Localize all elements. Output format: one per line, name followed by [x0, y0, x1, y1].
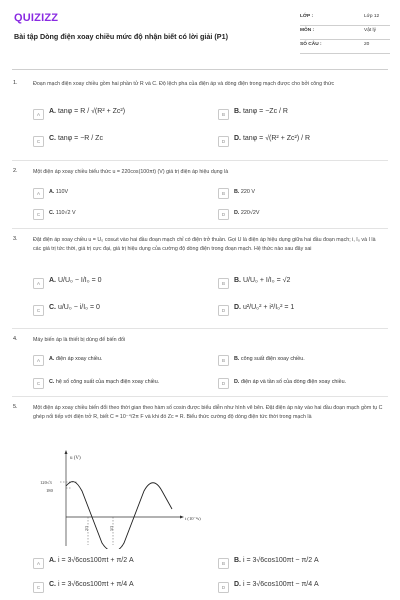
option-letter-box: C: [33, 136, 44, 147]
x-axis-arrow: [180, 516, 184, 519]
option-letter-box: A: [33, 558, 44, 569]
option-letter-box: A: [33, 188, 44, 199]
option-text: i = 3√6cos100πt − π/4 A: [242, 581, 319, 588]
y-axis-label: u (V): [70, 456, 81, 461]
option-text: tanφ = −R / Zc: [57, 135, 103, 142]
count-value: 20: [364, 42, 370, 47]
option-letter-box: A: [33, 109, 44, 120]
option-text: điện áp xoay chiều.: [55, 356, 103, 362]
option-b[interactable]: B B. công suất điện xoay chiều.: [218, 354, 348, 366]
option-text: i = 3√6cos100πt − π/2 A: [242, 557, 319, 564]
option-text: U/U₀ + I/I₀ = √2: [242, 277, 291, 284]
option-text: điện áp và tần số của dòng điện xoay chiều.: [240, 379, 347, 385]
option-text: u/U₀ − i/I₀ = 0: [57, 304, 100, 311]
y-tick-peak: 120√3: [40, 480, 52, 485]
option-letter-box: C: [33, 305, 44, 316]
option-letter-box: D: [218, 209, 229, 220]
meta-class-row: [300, 12, 390, 26]
x-tick-1: 2/3: [84, 525, 89, 531]
option-text: tanφ = −Zc / R: [242, 108, 288, 115]
option-text: 220√2V: [240, 210, 260, 216]
question-text: Máy biến áp là thiết bị dùng để biến đổi: [33, 337, 126, 343]
question-divider: [12, 228, 388, 229]
y-axis-arrow: [65, 450, 68, 454]
option-letter-box: C: [33, 378, 44, 389]
option-letter-box: B: [218, 188, 229, 199]
option-b[interactable]: B B. tanφ = −Zc / R: [218, 108, 348, 120]
option-text: tanφ = √(R² + Zc²) / R: [242, 135, 311, 142]
question-number: 5.: [13, 404, 18, 410]
option-letter-box: C: [33, 582, 44, 593]
option-letter-box: B: [218, 355, 229, 366]
class-label: LỚP :: [300, 14, 314, 19]
count-label: SỐ CÂU :: [300, 42, 322, 47]
option-letter-box: D: [218, 582, 229, 593]
option-letter-box: B: [218, 109, 229, 120]
option-d[interactable]: D D. điện áp và tần số của dòng điện xoay chiều.: [218, 377, 348, 389]
option-letter-box: B: [218, 558, 229, 569]
worksheet-title: Bài tập Dòng điện xoay chiều mức độ nhận biết có lời giải (P1): [14, 32, 228, 41]
worksheet-header: [0, 0, 400, 60]
option-a[interactable]: A A. i = 3√6cos100πt + π/2 A: [33, 557, 163, 569]
header-divider: [12, 69, 388, 70]
option-text: 110√2 V: [55, 210, 76, 216]
voltage-time-graph: [32, 449, 222, 549]
option-letter-box: C: [33, 209, 44, 220]
option-c[interactable]: C C. tanφ = −R / Zc: [33, 135, 163, 147]
question-text: Một điện áp xoay chiều biến đổi theo thời gian theo hàm số cosin được biểu diễn như hình vẽ bên. Đặt điện áp này vào hai đầu đoạn mạch gồm tụ C ghép nối tiếp với điện trở R, biết C = 10⁻⁴/2π F và khi đó Zc = R. Biểu thức cường độ dòng điện tức thời trong mạch là: [33, 405, 383, 420]
option-letter-box: D: [218, 378, 229, 389]
option-d[interactable]: D D. u²/U₀² + i²/I₀² = 1: [218, 304, 348, 316]
option-letter-box: D: [218, 136, 229, 147]
option-letter-box: D: [218, 305, 229, 316]
x-axis-label: t (10⁻²s): [185, 516, 201, 521]
option-c[interactable]: C C. 110√2 V: [33, 208, 163, 220]
question-divider: [12, 396, 388, 397]
question-divider: [12, 328, 388, 329]
voltage-curve: [66, 482, 172, 549]
option-a[interactable]: A A. điện áp xoay chiều.: [33, 354, 163, 366]
option-a[interactable]: A A. 110V: [33, 187, 163, 199]
subject-label: MÔN :: [300, 28, 315, 33]
option-d[interactable]: D D. i = 3√6cos100πt − π/4 A: [218, 581, 348, 593]
option-text: tanφ = R / √(R² + Zc²): [57, 108, 126, 115]
option-text: U/U₀ − I/I₀ = 0: [57, 277, 102, 284]
worksheet-meta: [300, 12, 390, 54]
question-number: 3.: [13, 236, 18, 242]
option-d[interactable]: D D. tanφ = √(R² + Zc²) / R: [218, 135, 348, 147]
option-b[interactable]: B B. 220 V: [218, 187, 348, 199]
option-text: công suất điện xoay chiều.: [240, 356, 305, 362]
option-text: u²/U₀² + i²/I₀² = 1: [242, 304, 295, 311]
quizizz-logo: QUIZIZZ: [14, 12, 59, 24]
subject-value: Vật lý: [364, 28, 376, 33]
question-divider: [12, 160, 388, 161]
option-text: i = 3√6cos100πt + π/2 A: [57, 557, 134, 564]
option-c[interactable]: C C. i = 3√6cos100πt + π/4 A: [33, 581, 163, 593]
class-value: Lớp 12: [364, 14, 380, 19]
x-tick-2: 5/3: [109, 525, 114, 531]
option-letter-box: A: [33, 278, 44, 289]
question-text: Đặt điện áp xoay chiều u = U₀ cosωt vào hai đầu đoạn mạch chỉ có điện trở thuần. Gọi U là điện áp hiệu dụng giữa hai đầu đoạn mạch; i, I₀ và I là các giá trị tức thời, giá trị cực đại, giá trị hiệu dụng của cường độ dòng điện trong đoạn mạch. Hệ thức nào sau đây sai: [33, 237, 376, 252]
meta-count-row: [300, 40, 390, 54]
option-text: hệ số công suất của mạch điện xoay chiều.: [55, 379, 160, 385]
y-tick-180: 180: [46, 488, 53, 493]
option-b[interactable]: B B. U/U₀ + I/I₀ = √2: [218, 277, 348, 289]
meta-subject-row: [300, 26, 390, 40]
question-number: 4.: [13, 336, 18, 342]
question-text: Một điện áp xoay chiều biểu thức u = 220cos(100πt) (V) giá trị điện áp hiệu dụng là: [33, 169, 229, 175]
option-letter-box: B: [218, 278, 229, 289]
option-c[interactable]: C C. u/U₀ − i/I₀ = 0: [33, 304, 163, 316]
option-a[interactable]: A A. U/U₀ − I/I₀ = 0: [33, 277, 163, 289]
question-text: Đoạn mạch điện xoay chiều gồm hai phần tử R và C. Độ lệch pha của điện áp và dòng điện trong mạch được cho bởi công thức: [33, 81, 335, 87]
question-number: 1.: [13, 80, 18, 86]
option-c[interactable]: C C. hệ số công suất của mạch điện xoay chiều.: [33, 377, 163, 389]
question-number: 2.: [13, 168, 18, 174]
option-text: 220 V: [240, 189, 255, 195]
option-d[interactable]: D D. 220√2V: [218, 208, 348, 220]
option-letter-box: A: [33, 355, 44, 366]
option-a[interactable]: A A. tanφ = R / √(R² + Zc²): [33, 108, 163, 120]
option-b[interactable]: B B. i = 3√6cos100πt − π/2 A: [218, 557, 348, 569]
option-text: 110V: [55, 189, 69, 195]
option-text: i = 3√6cos100πt + π/4 A: [57, 581, 134, 588]
